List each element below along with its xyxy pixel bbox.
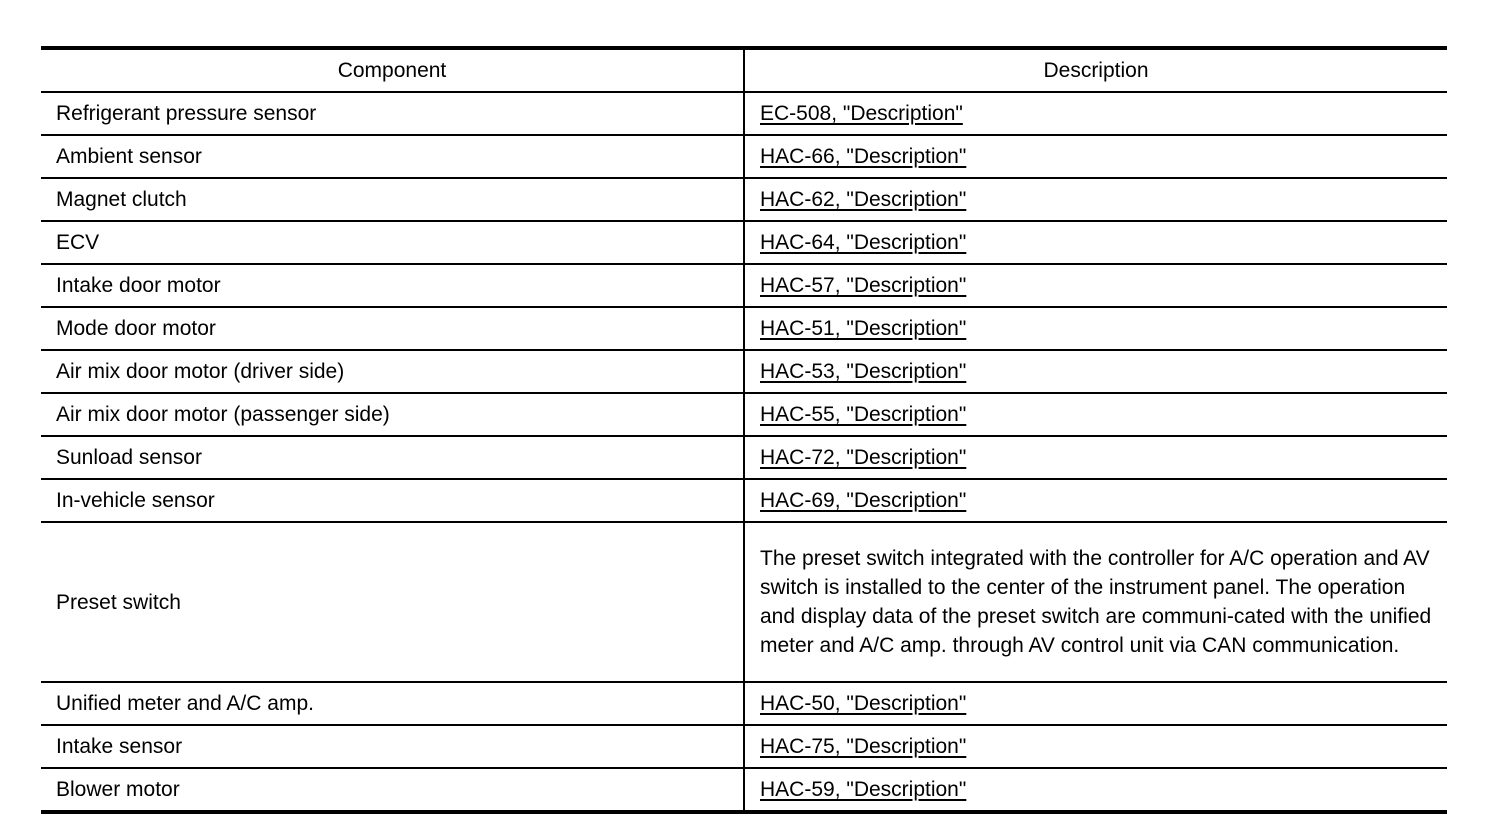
component-cell: Air mix door motor (passenger side): [41, 393, 744, 436]
table-row: [41, 350, 1447, 393]
component-cell: ECV: [41, 221, 744, 264]
component-cell: Intake sensor: [41, 725, 744, 768]
component-cell: Ambient sensor: [41, 135, 744, 178]
table-row: [41, 178, 1447, 221]
component-cell: Preset switch: [41, 522, 744, 682]
component-cell: Magnet clutch: [41, 178, 744, 221]
description-cell: [744, 350, 1447, 393]
description-cell: [744, 436, 1447, 479]
description-cell: [744, 479, 1447, 522]
description-link[interactable]: HAC-51, "Description": [760, 317, 967, 340]
description-text-cell: The preset switch integrated with the controller for A/C operation and AV switch is installed to the center of the instrument panel. The operation and display data of the preset switch are communi-cated with the unified meter and A/C amp. through AV control unit via CAN communication.: [744, 522, 1447, 682]
table-header: [41, 48, 1447, 92]
table-row: [41, 436, 1447, 479]
description-cell: [744, 307, 1447, 350]
description-link[interactable]: HAC-66, "Description": [760, 145, 967, 168]
description-cell: [744, 135, 1447, 178]
description-cell: [744, 725, 1447, 768]
component-cell: Refrigerant pressure sensor: [41, 92, 744, 135]
component-cell: Sunload sensor: [41, 436, 744, 479]
description-cell: [744, 768, 1447, 812]
description-cell: [744, 221, 1447, 264]
component-cell: Blower motor: [41, 768, 744, 812]
component-cell: In-vehicle sensor: [41, 479, 744, 522]
description-column-header: Description: [744, 48, 1447, 92]
description-cell: [744, 92, 1447, 135]
component-description-table: [41, 46, 1447, 814]
header-row: [41, 48, 1447, 92]
description-link[interactable]: HAC-72, "Description": [760, 446, 967, 469]
component-cell: Intake door motor: [41, 264, 744, 307]
table-row: [41, 393, 1447, 436]
table-row: [41, 725, 1447, 768]
description-cell: [744, 393, 1447, 436]
component-cell: Mode door motor: [41, 307, 744, 350]
description-link[interactable]: HAC-75, "Description": [760, 735, 967, 758]
table-row: [41, 221, 1447, 264]
description-link[interactable]: HAC-64, "Description": [760, 231, 967, 254]
description-link[interactable]: HAC-57, "Description": [760, 274, 967, 297]
table-row: [41, 92, 1447, 135]
table-row: [41, 768, 1447, 812]
description-link[interactable]: HAC-50, "Description": [760, 692, 967, 715]
description-link[interactable]: HAC-59, "Description": [760, 778, 967, 801]
description-cell: [744, 264, 1447, 307]
table-row: [41, 307, 1447, 350]
description-link[interactable]: EC-508, "Description": [760, 102, 963, 125]
table-row: [41, 479, 1447, 522]
description-link[interactable]: HAC-62, "Description": [760, 188, 967, 211]
table-row: [41, 264, 1447, 307]
description-link[interactable]: HAC-69, "Description": [760, 489, 967, 512]
description-link[interactable]: HAC-53, "Description": [760, 360, 967, 383]
component-cell: Air mix door motor (driver side): [41, 350, 744, 393]
component-description-table-container: [41, 46, 1447, 814]
description-cell: [744, 682, 1447, 725]
table-row: [41, 682, 1447, 725]
component-cell: Unified meter and A/C amp.: [41, 682, 744, 725]
description-cell: [744, 178, 1447, 221]
description-link[interactable]: HAC-55, "Description": [760, 403, 967, 426]
table-row: [41, 135, 1447, 178]
table-body: [41, 92, 1447, 812]
table-row: [41, 522, 1447, 682]
component-column-header: Component: [41, 48, 744, 92]
